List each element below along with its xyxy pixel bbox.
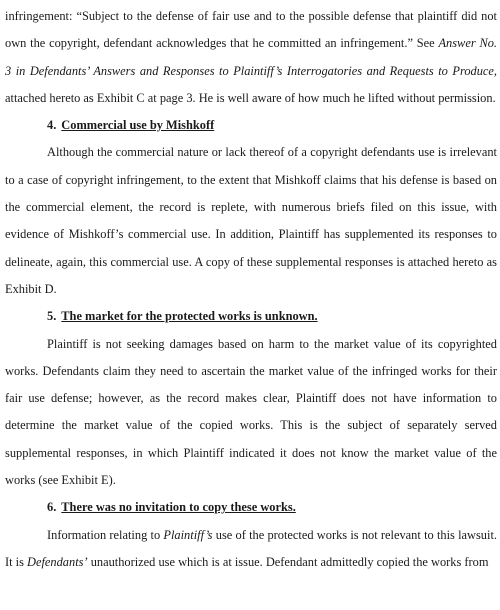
section-number: 6. [47, 500, 57, 515]
section-title: Commercial use by Mishkoff [61, 118, 215, 133]
emphasis-defendants: Defendants’ [27, 554, 88, 569]
paragraph-text: Information relating to [47, 527, 164, 542]
paragraph-text: use of the protected works is not relevant to this lawsuit. It is [5, 527, 497, 569]
paragraph-commercial-use: Although the commercial nature or lack thereof of a copyright defendants use is irrelevant to a case of copyright infringement, to the extent that Mishkoff claims that his defense is based on the commercial element, the record is replete, with numerous briefs filed on this issue, with evidence of Mishkoff’s commercial use. In addition, Plaintiff has supplemented its responses to delineate, again, this commercial use. A copy of these supplemental responses is attached hereto as Exhibit D. [5, 145, 497, 296]
section-heading-5 [5, 303, 497, 330]
paragraph-text: infringement: “Subject to the defense of fair use and to the possible defense that plaintiff did not own the copyright, defendant acknowledges that he committed an infringement.” See [5, 9, 497, 51]
paragraph-no-invitation [5, 522, 497, 577]
paragraph-market-value: Plaintiff is not seeking damages based on harm to the market value of its copyrighted works. Defendants claim they need to ascertain the market value of the infringed works for their fair use defense; however, as the record makes clear, Plaintiff does not have information to determine the market value of the copied works. This is the subject of separately served supplemental responses, in which Plaintiff indicated it does not know the market value of the works (see Exhibit E). [5, 336, 497, 488]
section-title: The market for the protected works is unknown. [61, 309, 318, 324]
section-heading-4 [5, 112, 497, 139]
citation-answer-no-3: Answer No. 3 in Defendants’ Answers and Responses to Plaintiff’s Interrogatories and Requests to Produce, [5, 36, 498, 78]
paragraph-text: attached hereto as Exhibit C at page 3. He is well aware of how much he lifted without permission. [5, 90, 496, 105]
section-title: There was no invitation to copy these works. [61, 500, 296, 515]
paragraph-infringement-admission [5, 3, 497, 112]
emphasis-plaintiffs: Plaintiff’s [163, 527, 213, 542]
paragraph-text: unauthorized use which is at issue. Defendant admittedly copied the works from [87, 554, 489, 569]
section-heading-6 [5, 494, 497, 521]
section-number: 5. [47, 309, 57, 324]
section-number: 4. [47, 118, 57, 133]
